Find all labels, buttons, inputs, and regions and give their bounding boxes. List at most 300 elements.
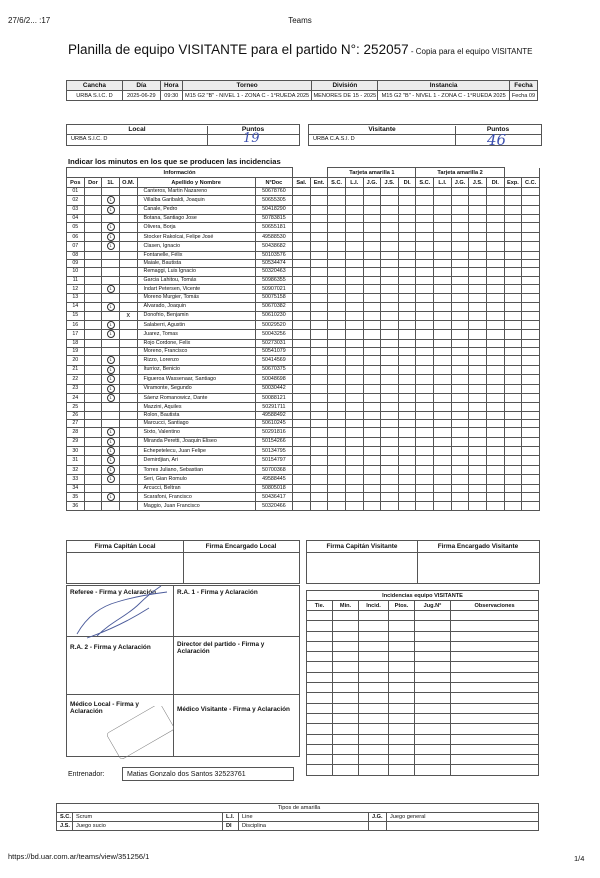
incident-cell[interactable] <box>522 276 540 284</box>
incident-cell[interactable] <box>398 475 416 484</box>
incident-cell[interactable] <box>504 276 522 284</box>
incident-cell[interactable] <box>522 393 540 402</box>
incident-cell[interactable] <box>486 284 504 293</box>
incident-cell[interactable] <box>363 419 381 427</box>
incident-cell[interactable] <box>363 196 381 205</box>
incidencias-cell[interactable] <box>415 662 451 672</box>
incident-cell[interactable] <box>293 348 311 356</box>
incident-cell[interactable] <box>486 251 504 259</box>
incident-cell[interactable] <box>310 384 328 393</box>
incident-cell[interactable] <box>381 205 399 214</box>
incidencias-cell[interactable] <box>307 641 333 651</box>
incident-cell[interactable] <box>328 259 346 267</box>
incident-cell[interactable] <box>363 393 381 402</box>
incident-cell[interactable] <box>363 384 381 393</box>
incident-cell[interactable] <box>522 196 540 205</box>
incident-cell[interactable] <box>328 384 346 393</box>
incident-cell[interactable] <box>522 294 540 302</box>
incidencias-cell[interactable] <box>415 611 451 621</box>
incidencias-cell[interactable] <box>359 734 389 744</box>
incident-cell[interactable] <box>293 268 311 276</box>
incident-cell[interactable] <box>345 403 363 411</box>
incident-cell[interactable] <box>434 232 452 241</box>
incident-cell[interactable] <box>486 465 504 474</box>
incident-cell[interactable] <box>486 223 504 232</box>
incident-cell[interactable] <box>416 365 434 374</box>
incident-cell[interactable] <box>345 302 363 311</box>
incident-cell[interactable] <box>451 437 469 446</box>
incident-cell[interactable] <box>416 484 434 492</box>
incident-cell[interactable] <box>328 196 346 205</box>
incidencias-cell[interactable] <box>307 611 333 621</box>
incident-cell[interactable] <box>504 475 522 484</box>
incidencias-cell[interactable] <box>307 755 333 765</box>
incident-cell[interactable] <box>434 348 452 356</box>
incident-cell[interactable] <box>328 502 346 510</box>
incident-cell[interactable] <box>293 465 311 474</box>
incident-cell[interactable] <box>310 447 328 456</box>
incident-cell[interactable] <box>469 259 487 267</box>
incident-cell[interactable] <box>398 403 416 411</box>
incident-cell[interactable] <box>416 447 434 456</box>
incident-cell[interactable] <box>363 215 381 223</box>
incident-cell[interactable] <box>416 339 434 347</box>
incident-cell[interactable] <box>522 465 540 474</box>
incident-cell[interactable] <box>522 403 540 411</box>
incident-cell[interactable] <box>310 311 328 320</box>
incident-cell[interactable] <box>522 484 540 492</box>
incident-cell[interactable] <box>328 276 346 284</box>
incident-cell[interactable] <box>345 365 363 374</box>
incident-cell[interactable] <box>310 294 328 302</box>
incident-cell[interactable] <box>416 251 434 259</box>
incidencias-cell[interactable] <box>415 755 451 765</box>
incident-cell[interactable] <box>522 311 540 320</box>
incidencias-cell[interactable] <box>389 672 415 682</box>
incident-cell[interactable] <box>398 348 416 356</box>
incident-cell[interactable] <box>345 465 363 474</box>
incident-cell[interactable] <box>345 294 363 302</box>
incident-cell[interactable] <box>416 348 434 356</box>
incidencias-cell[interactable] <box>415 683 451 693</box>
incident-cell[interactable] <box>345 188 363 196</box>
incident-cell[interactable] <box>504 268 522 276</box>
incident-cell[interactable] <box>381 456 399 465</box>
incident-cell[interactable] <box>345 419 363 427</box>
incidencias-cell[interactable] <box>333 765 359 775</box>
incident-cell[interactable] <box>434 294 452 302</box>
incident-cell[interactable] <box>504 302 522 311</box>
incidencias-cell[interactable] <box>389 683 415 693</box>
incidencias-cell[interactable] <box>451 672 539 682</box>
incident-cell[interactable] <box>293 242 311 251</box>
incident-cell[interactable] <box>469 365 487 374</box>
incident-cell[interactable] <box>469 475 487 484</box>
incidencias-cell[interactable] <box>333 703 359 713</box>
incident-cell[interactable] <box>416 411 434 419</box>
incident-cell[interactable] <box>504 484 522 492</box>
incident-cell[interactable] <box>363 276 381 284</box>
incidencias-cell[interactable] <box>359 755 389 765</box>
incident-cell[interactable] <box>486 320 504 329</box>
incident-cell[interactable] <box>504 294 522 302</box>
incident-cell[interactable] <box>363 232 381 241</box>
incident-cell[interactable] <box>451 251 469 259</box>
incident-cell[interactable] <box>345 259 363 267</box>
incident-cell[interactable] <box>310 456 328 465</box>
incident-cell[interactable] <box>416 196 434 205</box>
incidencias-cell[interactable] <box>307 621 333 631</box>
incident-cell[interactable] <box>363 223 381 232</box>
incident-cell[interactable] <box>398 284 416 293</box>
incident-cell[interactable] <box>522 365 540 374</box>
incident-cell[interactable] <box>363 259 381 267</box>
incident-cell[interactable] <box>486 456 504 465</box>
incident-cell[interactable] <box>504 251 522 259</box>
incident-cell[interactable] <box>398 242 416 251</box>
incidencias-cell[interactable] <box>359 672 389 682</box>
incident-cell[interactable] <box>363 268 381 276</box>
incidencias-cell[interactable] <box>451 621 539 631</box>
incident-cell[interactable] <box>486 437 504 446</box>
incident-cell[interactable] <box>522 215 540 223</box>
incident-cell[interactable] <box>345 311 363 320</box>
incident-cell[interactable] <box>416 320 434 329</box>
incidencias-cell[interactable] <box>451 755 539 765</box>
incident-cell[interactable] <box>504 502 522 510</box>
incident-cell[interactable] <box>328 294 346 302</box>
incident-cell[interactable] <box>434 375 452 384</box>
incident-cell[interactable] <box>345 437 363 446</box>
incidencias-cell[interactable] <box>451 662 539 672</box>
incidencias-cell[interactable] <box>389 611 415 621</box>
incident-cell[interactable] <box>310 276 328 284</box>
incident-cell[interactable] <box>434 330 452 339</box>
incident-cell[interactable] <box>469 375 487 384</box>
incident-cell[interactable] <box>522 223 540 232</box>
incident-cell[interactable] <box>398 320 416 329</box>
incidencias-cell[interactable] <box>359 744 389 754</box>
incidencias-cell[interactable] <box>333 652 359 662</box>
incident-cell[interactable] <box>398 419 416 427</box>
incident-cell[interactable] <box>345 502 363 510</box>
incident-cell[interactable] <box>416 302 434 311</box>
incident-cell[interactable] <box>522 284 540 293</box>
incidencias-cell[interactable] <box>333 611 359 621</box>
incident-cell[interactable] <box>345 475 363 484</box>
incident-cell[interactable] <box>293 411 311 419</box>
incident-cell[interactable] <box>486 215 504 223</box>
incident-cell[interactable] <box>328 339 346 347</box>
incident-cell[interactable] <box>522 411 540 419</box>
incident-cell[interactable] <box>398 356 416 365</box>
incident-cell[interactable] <box>451 268 469 276</box>
incident-cell[interactable] <box>522 302 540 311</box>
incident-cell[interactable] <box>434 492 452 501</box>
incident-cell[interactable] <box>328 215 346 223</box>
incident-cell[interactable] <box>381 375 399 384</box>
incident-cell[interactable] <box>416 330 434 339</box>
incidencias-cell[interactable] <box>389 724 415 734</box>
incidencias-cell[interactable] <box>389 693 415 703</box>
incident-cell[interactable] <box>416 232 434 241</box>
incident-cell[interactable] <box>345 284 363 293</box>
incident-cell[interactable] <box>469 276 487 284</box>
incident-cell[interactable] <box>522 320 540 329</box>
incident-cell[interactable] <box>504 339 522 347</box>
incident-cell[interactable] <box>381 294 399 302</box>
incident-cell[interactable] <box>345 411 363 419</box>
incident-cell[interactable] <box>504 311 522 320</box>
incident-cell[interactable] <box>434 188 452 196</box>
incidencias-cell[interactable] <box>451 652 539 662</box>
incident-cell[interactable] <box>398 375 416 384</box>
incident-cell[interactable] <box>310 232 328 241</box>
incidencias-cell[interactable] <box>307 734 333 744</box>
incident-cell[interactable] <box>310 302 328 311</box>
incident-cell[interactable] <box>434 242 452 251</box>
incident-cell[interactable] <box>310 284 328 293</box>
incident-cell[interactable] <box>504 205 522 214</box>
incident-cell[interactable] <box>486 403 504 411</box>
incident-cell[interactable] <box>381 365 399 374</box>
incident-cell[interactable] <box>504 375 522 384</box>
incident-cell[interactable] <box>293 320 311 329</box>
incident-cell[interactable] <box>398 276 416 284</box>
incident-cell[interactable] <box>504 437 522 446</box>
incident-cell[interactable] <box>293 375 311 384</box>
incident-cell[interactable] <box>293 437 311 446</box>
incident-cell[interactable] <box>310 437 328 446</box>
incident-cell[interactable] <box>345 268 363 276</box>
incident-cell[interactable] <box>522 502 540 510</box>
incident-cell[interactable] <box>398 232 416 241</box>
incident-cell[interactable] <box>345 196 363 205</box>
incidencias-cell[interactable] <box>307 652 333 662</box>
incident-cell[interactable] <box>345 384 363 393</box>
incident-cell[interactable] <box>398 411 416 419</box>
incident-cell[interactable] <box>381 339 399 347</box>
incident-cell[interactable] <box>363 403 381 411</box>
incident-cell[interactable] <box>469 196 487 205</box>
incidencias-cell[interactable] <box>307 631 333 641</box>
incident-cell[interactable] <box>469 502 487 510</box>
incident-cell[interactable] <box>345 223 363 232</box>
incident-cell[interactable] <box>363 456 381 465</box>
incident-cell[interactable] <box>328 428 346 437</box>
incident-cell[interactable] <box>434 393 452 402</box>
incident-cell[interactable] <box>486 232 504 241</box>
incident-cell[interactable] <box>363 437 381 446</box>
incident-cell[interactable] <box>434 484 452 492</box>
incident-cell[interactable] <box>363 339 381 347</box>
incident-cell[interactable] <box>469 403 487 411</box>
incident-cell[interactable] <box>310 215 328 223</box>
incident-cell[interactable] <box>310 419 328 427</box>
incident-cell[interactable] <box>363 330 381 339</box>
incident-cell[interactable] <box>381 242 399 251</box>
incident-cell[interactable] <box>522 251 540 259</box>
incident-cell[interactable] <box>451 475 469 484</box>
incident-cell[interactable] <box>469 419 487 427</box>
incident-cell[interactable] <box>416 384 434 393</box>
incidencias-cell[interactable] <box>389 621 415 631</box>
incident-cell[interactable] <box>416 502 434 510</box>
incident-cell[interactable] <box>522 475 540 484</box>
incident-cell[interactable] <box>504 320 522 329</box>
incidencias-cell[interactable] <box>389 703 415 713</box>
incident-cell[interactable] <box>363 447 381 456</box>
incident-cell[interactable] <box>345 330 363 339</box>
incident-cell[interactable] <box>328 375 346 384</box>
incident-cell[interactable] <box>381 251 399 259</box>
incident-cell[interactable] <box>486 268 504 276</box>
incident-cell[interactable] <box>469 348 487 356</box>
incident-cell[interactable] <box>504 365 522 374</box>
incidencias-cell[interactable] <box>307 703 333 713</box>
incident-cell[interactable] <box>434 456 452 465</box>
incident-cell[interactable] <box>469 188 487 196</box>
incidencias-cell[interactable] <box>333 755 359 765</box>
incident-cell[interactable] <box>469 411 487 419</box>
incidencias-cell[interactable] <box>333 662 359 672</box>
incidencias-cell[interactable] <box>307 765 333 775</box>
incidencias-cell[interactable] <box>333 641 359 651</box>
incident-cell[interactable] <box>398 339 416 347</box>
incidencias-cell[interactable] <box>359 621 389 631</box>
incident-cell[interactable] <box>398 465 416 474</box>
incident-cell[interactable] <box>345 339 363 347</box>
incident-cell[interactable] <box>381 437 399 446</box>
incident-cell[interactable] <box>381 492 399 501</box>
incidencias-cell[interactable] <box>415 672 451 682</box>
incident-cell[interactable] <box>451 393 469 402</box>
incident-cell[interactable] <box>293 251 311 259</box>
incident-cell[interactable] <box>293 284 311 293</box>
incident-cell[interactable] <box>328 311 346 320</box>
incident-cell[interactable] <box>363 205 381 214</box>
incident-cell[interactable] <box>381 403 399 411</box>
incidencias-cell[interactable] <box>389 755 415 765</box>
incident-cell[interactable] <box>522 419 540 427</box>
incident-cell[interactable] <box>522 456 540 465</box>
incident-cell[interactable] <box>416 475 434 484</box>
incident-cell[interactable] <box>451 223 469 232</box>
incident-cell[interactable] <box>398 302 416 311</box>
incident-cell[interactable] <box>434 268 452 276</box>
incident-cell[interactable] <box>469 330 487 339</box>
incident-cell[interactable] <box>310 375 328 384</box>
incidencias-cell[interactable] <box>359 693 389 703</box>
incident-cell[interactable] <box>381 232 399 241</box>
incidencias-cell[interactable] <box>451 713 539 723</box>
incident-cell[interactable] <box>381 411 399 419</box>
incidencias-cell[interactable] <box>389 744 415 754</box>
incident-cell[interactable] <box>434 384 452 393</box>
incident-cell[interactable] <box>328 251 346 259</box>
incident-cell[interactable] <box>451 384 469 393</box>
incident-cell[interactable] <box>363 320 381 329</box>
incident-cell[interactable] <box>363 475 381 484</box>
incident-cell[interactable] <box>293 484 311 492</box>
incident-cell[interactable] <box>310 320 328 329</box>
incident-cell[interactable] <box>451 188 469 196</box>
incident-cell[interactable] <box>328 475 346 484</box>
incidencias-cell[interactable] <box>333 683 359 693</box>
incidencias-cell[interactable] <box>307 683 333 693</box>
incident-cell[interactable] <box>398 492 416 501</box>
incident-cell[interactable] <box>416 284 434 293</box>
incident-cell[interactable] <box>293 302 311 311</box>
incident-cell[interactable] <box>293 294 311 302</box>
incidencias-cell[interactable] <box>451 641 539 651</box>
incident-cell[interactable] <box>469 232 487 241</box>
incidencias-cell[interactable] <box>333 621 359 631</box>
incident-cell[interactable] <box>504 223 522 232</box>
incident-cell[interactable] <box>434 302 452 311</box>
incident-cell[interactable] <box>434 428 452 437</box>
incident-cell[interactable] <box>451 242 469 251</box>
incident-cell[interactable] <box>434 215 452 223</box>
incident-cell[interactable] <box>486 428 504 437</box>
incident-cell[interactable] <box>293 223 311 232</box>
incident-cell[interactable] <box>434 205 452 214</box>
incident-cell[interactable] <box>469 356 487 365</box>
incident-cell[interactable] <box>522 428 540 437</box>
incidencias-cell[interactable] <box>307 672 333 682</box>
incident-cell[interactable] <box>381 384 399 393</box>
incident-cell[interactable] <box>345 456 363 465</box>
incidencias-cell[interactable] <box>333 724 359 734</box>
incident-cell[interactable] <box>504 259 522 267</box>
incidencias-cell[interactable] <box>415 693 451 703</box>
incident-cell[interactable] <box>328 492 346 501</box>
incident-cell[interactable] <box>522 232 540 241</box>
incidencias-cell[interactable] <box>359 765 389 775</box>
incident-cell[interactable] <box>469 251 487 259</box>
incident-cell[interactable] <box>381 311 399 320</box>
incident-cell[interactable] <box>469 205 487 214</box>
incident-cell[interactable] <box>328 205 346 214</box>
incident-cell[interactable] <box>345 242 363 251</box>
incidencias-cell[interactable] <box>415 724 451 734</box>
incident-cell[interactable] <box>486 259 504 267</box>
incident-cell[interactable] <box>504 348 522 356</box>
incident-cell[interactable] <box>310 403 328 411</box>
incident-cell[interactable] <box>522 492 540 501</box>
incident-cell[interactable] <box>398 365 416 374</box>
incident-cell[interactable] <box>328 356 346 365</box>
incident-cell[interactable] <box>451 419 469 427</box>
incident-cell[interactable] <box>486 502 504 510</box>
incident-cell[interactable] <box>398 437 416 446</box>
incident-cell[interactable] <box>504 393 522 402</box>
incident-cell[interactable] <box>416 428 434 437</box>
incident-cell[interactable] <box>345 251 363 259</box>
incident-cell[interactable] <box>363 294 381 302</box>
incident-cell[interactable] <box>398 428 416 437</box>
incident-cell[interactable] <box>328 284 346 293</box>
incident-cell[interactable] <box>310 268 328 276</box>
incident-cell[interactable] <box>416 437 434 446</box>
incident-cell[interactable] <box>310 465 328 474</box>
incident-cell[interactable] <box>310 365 328 374</box>
incident-cell[interactable] <box>486 276 504 284</box>
incident-cell[interactable] <box>310 484 328 492</box>
incident-cell[interactable] <box>328 320 346 329</box>
incidencias-cell[interactable] <box>451 724 539 734</box>
incident-cell[interactable] <box>381 348 399 356</box>
